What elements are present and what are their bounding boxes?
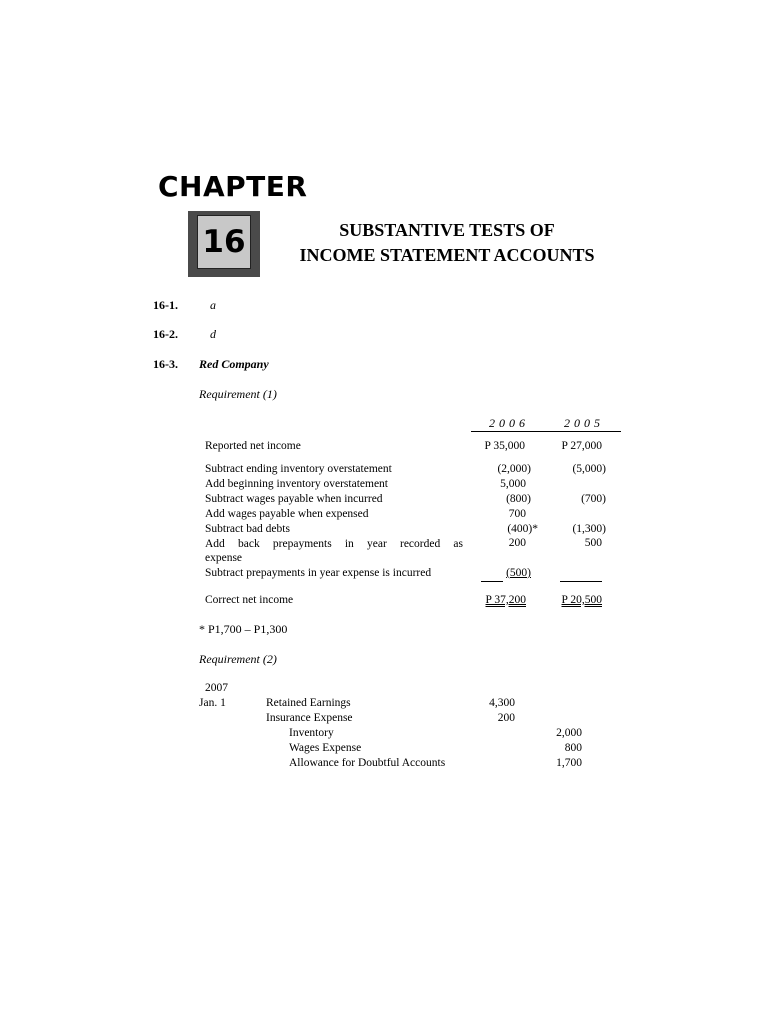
row-label-continued: expense	[205, 552, 243, 564]
journal-account: Retained Earnings	[266, 697, 351, 709]
chapter-title-line2: INCOME STATEMENT ACCOUNTS	[299, 245, 595, 265]
question-number: 16-2.	[153, 327, 178, 341]
journal-debit: 200	[497, 712, 515, 724]
chapter-title-line1: SUBSTANTIVE TESTS OF	[339, 220, 555, 240]
value-2006: (800)	[506, 493, 531, 505]
underline-2006	[481, 581, 503, 582]
value-2005: 500	[584, 537, 602, 549]
row-label: Reported net income	[205, 440, 301, 452]
year-header-2005: 2005	[564, 416, 604, 430]
journal-account: Inventory	[289, 727, 334, 739]
journal-debit: 4,300	[489, 697, 515, 709]
year-header-2006: 2006	[489, 416, 529, 430]
row-label: Add beginning inventory overstatement	[205, 478, 389, 490]
value-2006: 200	[508, 537, 526, 549]
journal-date: Jan. 1	[199, 697, 226, 709]
question-answer: a	[210, 298, 216, 312]
row-label: Subtract wages payable when incurred	[205, 493, 383, 505]
row-label: Subtract bad debts	[205, 523, 290, 535]
value-2005: (5,000)	[572, 463, 606, 475]
chapter-number-box	[188, 211, 260, 277]
journal-credit: 2,000	[556, 727, 582, 739]
value-2006: 700	[508, 508, 526, 520]
value-2005: (700)	[581, 493, 606, 505]
chapter-label: CHAPTER	[158, 170, 308, 203]
value-2006: P 35,000	[484, 440, 525, 452]
row-label: Correct net income	[205, 594, 294, 606]
question-answer: d	[210, 327, 216, 341]
value-2005: P 27,000	[561, 440, 602, 452]
value-2005: (1,300)	[572, 523, 606, 535]
value-2006: (2,000)	[497, 463, 531, 475]
total-2005: P 20,500	[561, 594, 602, 606]
requirement-2-label: Requirement (2)	[199, 652, 277, 666]
value-2006: (500)	[506, 567, 531, 579]
company-name: Red Company	[199, 357, 269, 371]
header-rule	[471, 431, 621, 432]
question-number: 16-3.	[153, 357, 178, 371]
journal-credit: 800	[564, 742, 582, 754]
journal-account: Insurance Expense	[266, 712, 353, 724]
journal-credit: 1,700	[556, 757, 582, 769]
value-2006: (400)*	[507, 523, 538, 535]
row-label: Add wages payable when expensed	[205, 508, 369, 520]
requirement-1-label: Requirement (1)	[199, 387, 277, 401]
footnote: * P1,700 – P1,300	[199, 622, 288, 636]
value-2006: 5,000	[500, 478, 526, 490]
row-label: Add back prepayments in year recorded as	[205, 538, 463, 550]
journal-account: Wages Expense	[289, 742, 362, 754]
journal-year: 2007	[205, 682, 228, 694]
underline-2005	[560, 581, 602, 582]
chapter-title	[282, 218, 612, 268]
row-label: Subtract ending inventory overstatement	[205, 463, 392, 475]
journal-account: Allowance for Doubtful Accounts	[289, 757, 446, 769]
total-2006: P 37,200	[485, 594, 526, 606]
row-label: Subtract prepayments in year expense is incurred	[205, 567, 432, 579]
question-number: 16-1.	[153, 298, 178, 312]
chapter-number: 16	[197, 215, 251, 269]
